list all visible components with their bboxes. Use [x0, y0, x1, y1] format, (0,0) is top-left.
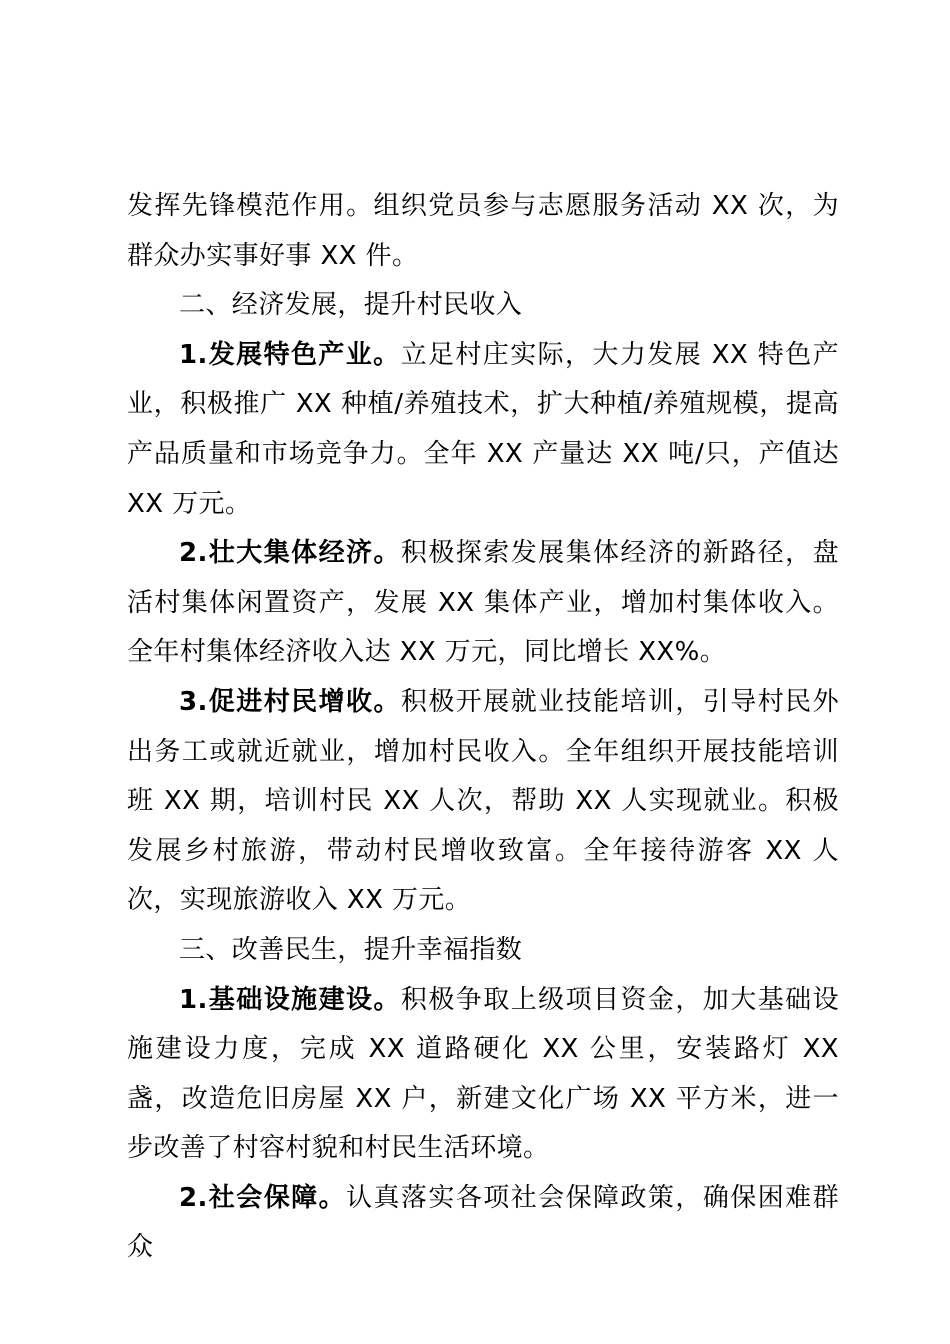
paragraph-text: 积极开展就业技能培训，引导村民外出务工或就近就业，增加村民收入。全年组织开展技能培训班 XX 期，培训村民 XX 人次，帮助 XX 人实现就业。积极发展乡村旅游，带动村民增收致富。全年接待游客 XX 人次，实现旅游收入 XX 万元。	[127, 686, 839, 916]
paragraph-text: 积极探索发展集体经济的新路径，盘活村集体闲置资产，发展 XX 集体产业，增加村集体收入。全年村集体经济收入达 XX 万元，同比增长 XX%。	[127, 538, 839, 668]
paragraph-lead: 1.基础设施建设。	[179, 984, 401, 1015]
paragraph-text: 认真落实各项社会保障政策，确保困难群众	[127, 1182, 839, 1263]
paragraph-text: 积极争取上级项目资金，加大基础设施建设力度，完成 XX 道路硬化 XX 公里，安装路灯 XX 盏，改造危旧房屋 XX 户，新建文化广场 XX 平方米，进一步改善了村容村貌和村民生活环境。	[127, 984, 839, 1164]
paragraph-lead: 3.促进村民增收。	[179, 686, 401, 717]
paragraph-continuation	[127, 182, 839, 281]
section-heading-economy	[127, 281, 839, 331]
paragraph-text: 立足村庄实际，大力发展 XX 特色产业，积极推广 XX 种植/养殖技术，扩大种植/养殖规模，提高产品质量和市场竞争力。全年 XX 产量达 XX 吨/只，产值达 XX 万元。	[127, 339, 839, 519]
paragraph-lead: 1.发展特色产业。	[179, 339, 401, 370]
paragraph-income-growth	[127, 678, 839, 926]
paragraph-collective-economy	[127, 529, 839, 678]
paragraph-specialty-industry	[127, 331, 839, 529]
paragraph-infrastructure	[127, 976, 839, 1174]
paragraph-social-security	[127, 1174, 839, 1273]
paragraph-text: 发挥先锋模范作用。组织党员参与志愿服务活动 XX 次，为群众办实事好事 XX 件。	[127, 191, 839, 271]
section-heading-text: 三、改善民生，提升幸福指数	[179, 934, 523, 965]
paragraph-lead: 2.社会保障。	[179, 1182, 347, 1213]
section-heading-livelihood	[127, 926, 839, 976]
document-body	[127, 182, 839, 1273]
section-heading-text: 二、经济发展，提升村民收入	[179, 290, 523, 321]
paragraph-lead: 2.壮大集体经济。	[179, 538, 401, 569]
